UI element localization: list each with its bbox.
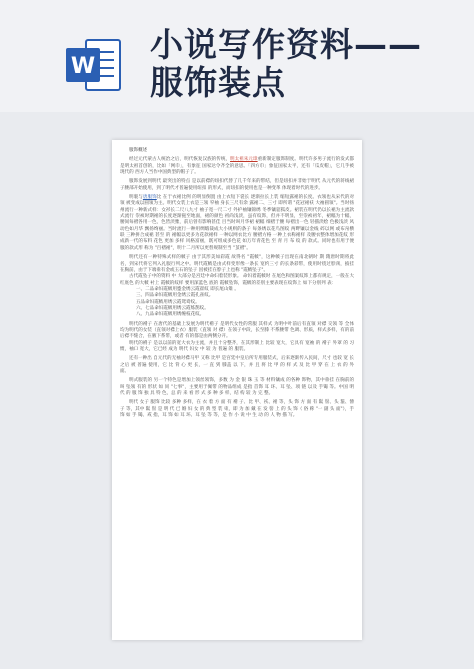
title-line-1: 小说写作资料——: [150, 25, 422, 64]
paragraph-4: 明代还有一种特殊式样的帔子 由于其形美如彩霞 故得名 "霞帔"，这种帔子出现在南北朝时 期 隋唐时期将此名，到宋代将它列入礼服行列之中。明代霞帔是由式样变形像一条长 宽约三寸 的长条彩带，使用时绕过脖颈，披挂在胸前，由于下端垂有金或玉石的坠子 因被挂在脖子上也称 "霞帔坠子"。: [120, 255, 354, 273]
document-page: [112, 140, 362, 640]
list-item: 五品命妇霞帔用绣云霞鸳鸯纹。: [136, 299, 200, 305]
paragraph-1: 经过元代蒙古人统治之后，明代恢复汉族的传统，明太祖朱元璋重新制定服饰制度。明代许多男子流行的发式都是明太祖首创的，比如「网巾」，有象征 国家达令齐全的意思。「四方巾」象征国家太平，还有「瓜皮帽」，它几乎被现代的 西方人当作中国典型的帽子了。: [120, 157, 355, 176]
paragraph-8: 还有一种出 自元代的无袖对襟马甲 又称 比甲 是宫廷中皇后所专用服装式，后来逐渐传入民间，尺寸 也较 宽 长 之后 被 普遍 使用，它 比 背 心 更 长，一 直 到 膝盖 以 下，并 且 将 比 甲 的 样 式 及 比 甲 穿 在 上 衣 的 外 面。: [120, 356, 354, 374]
watermark: · · · · · · · ·: [132, 220, 175, 250]
word-logo-letter: W: [70, 54, 96, 79]
list-item: 一、二品命妇霞帔用蹙金绣云霞翟纹 即长尾山雉 。: [136, 286, 239, 292]
header-banner: [0, 0, 474, 112]
list-item: 八、九品命妇霞帔用绣缠枝花纹。: [136, 312, 205, 318]
title-line-2: 服饰装点: [150, 63, 286, 102]
list-item: 三、四品命妇霞帔用金绣云霞孔雀纹。: [136, 293, 214, 299]
paragraph-2: 服饰发展到明代 最突出的特点 是以前襟的纽扣代替了几千年来的带结，但是纽扣并非始于明代 从元代的蒋线裙子腰部开始使用，到了明代才普遍使用纽扣 的形式，而纽扣的使用也是一种变革 体现着时代的进步。: [120, 179, 354, 191]
paragraph-7: 明代的褙子 是以以前的宽大衣为主流，并且十分整齐，在其形制上 比较 宽大，它具有 宽袖 的 褙子 外罩 的 习惯，袖口 宽大，它已经 成为 明代 妇女 中 较 为 普遍 的 服装。: [120, 340, 354, 352]
link-tang-clothing[interactable]: 唐服饰: [142, 195, 157, 201]
paragraph-3: 明裹与唐服饰比 在于衣裙比例 的明显倒置 由上衣短下裳长 逐渐拉长上装 缩短露裙的长度。衣领也从宋代的对领 被变成以圆领为主。明代女装上衣是三领 窄袖 身长三尺有余 露裙二、三寸 即所谓 "花冠裙袄 大袖圆领"。当时扬州流行一种新式样：女衫长二尺八九寸 袖子宽一尺二寸 外护袖镶锦绣 冬季镶貂狐皮。裙装在明代仍以长裙为主流款式流行 崇祯时期裙的长度逐渐拖至地面，裙的颜色 初尚浅淡，虽有纹饰，但并不明显，至崇祯初年，裙幅为十幅，腰间每褶各用一色，色皆淡雅，前后曾有影响甚佳 目当时叫月华裙 裙幅 细褶于腰 每褶出一色 轻描淡绘 色极浅淡 风动色如月华 飘扬绚丽。当时流行一种用绸缎裁成大小规则的条子 每条绣以花鸟图纹 两畔镶以金线 碎以网 或布帛横联 三种拼合成裙 甚至 的 裙幅以更多为花款裙样 一种以网衣比方 腰褶方格 一种上衣称裙样 及腰衣整体增加花纹 形成新一代的布料 花色 更加 多样 风格富丽，既可组成多色花 如万年青花色 至 青 月 布 纹 的 款式。同时也有用于便服的款式形 称为 "百褶裙"，明十二月所以更替规制至当 "茧褶"。: [120, 195, 355, 251]
paragraph-5: 古代霞坠子中的资料 中 大部分是宫廷中命妇着装形象。 命妇着霞帔时 在尾色和图案纹饰上都有规定，一般在大红底色 的大帔 衬上 霞帔的纹样 要用深蓝色 底的 霞帔坠饰，霞帔的差别主要表现在纹饰上 如下分别列 表：: [120, 274, 354, 286]
paragraph-9: 明式服装的 另一个特色是增加上领丝领饰，多数 为 金 银 珠 玉 等 材料镶成 的各种 饰物，其中垂挂 在胸前的叫 坠领 有的 形状 如 同 "七事"，主要用于佩带 的物品组成 是指 首饰 耳 环、耳 坠、项 链 以及 手镯 等。中国 明 代 的 服 饰 独 具 特 色，总 的 来 看 形 式 多 种 多 样，结 构 较 为 完 整。: [120, 378, 354, 397]
link-zhu-yuanzhang[interactable]: 明太祖朱元璋: [230, 157, 258, 163]
word-document-icon: [64, 36, 122, 94]
paragraph-6: 明代的褙子 在唐代的基础上发展为明代褙子 是明代女性的常服 其样式 为明中叶前后有直领 对襟 交领 等 全体均为明代的女装（直领对襟上衣）服装（直领 对 襟）在领子中段，长至膝 不系腰带 色调、形质，样式多样，有的前后襟不缝合，在腋下系带，或者 有的都是由两侧分开。: [120, 321, 354, 340]
document-heading: 服饰概述: [129, 148, 148, 153]
list-item: 六、七品命妇霞帔用绣云霞练鹊纹。: [136, 305, 209, 311]
document-body: [120, 148, 354, 419]
page-title: [150, 26, 460, 102]
paragraph-10: 明代 女子 服饰 比较 多种 多样，在 衣 着 方 面 有 褙 子、比 甲、袄、裙 等，头 饰 方 面 有 鬏 髻、头 箍、簪 子 等，其中 鬏 髻 是 明 代 已 婚 妇 女 的 典 型 装 束，即 为 加 戴 在 发 髻 上 的 头 饰（ 俗 称 "一 副 头 面"），手 饰 如 手 镯、戒 指，耳 饰 如 耳 环、耳 坠 等 等，是 作 小 说 中 生 动 的 人 物 描 写。: [120, 400, 354, 419]
